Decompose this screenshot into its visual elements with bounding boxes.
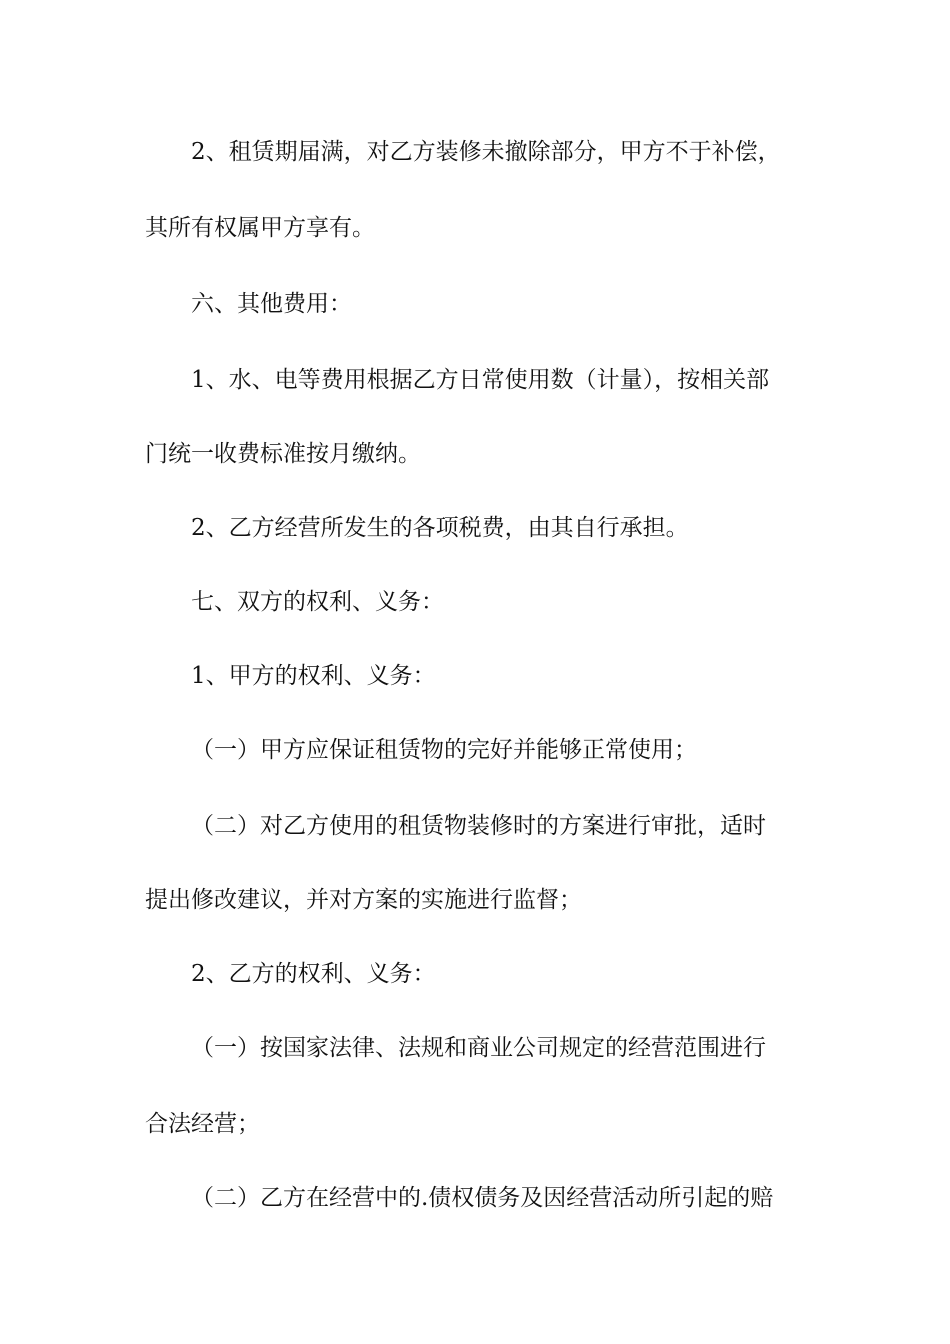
list-item: （一）甲方应保证租赁物的完好并能够正常使用； bbox=[191, 737, 697, 763]
subsection-heading: 2、乙方的权利、义务： bbox=[191, 961, 436, 987]
list-item: （一）按国家法律、法规和商业公司规定的经营范围进行 bbox=[191, 1035, 766, 1061]
paragraph-line: 2、乙方经营所发生的各项税费，由其自行承担。 bbox=[191, 515, 689, 541]
paragraph-line: 门统一收费标准按月缴纳。 bbox=[145, 441, 421, 467]
paragraph-line: 2、租赁期届满，对乙方装修未撤除部分，甲方不于补偿， bbox=[191, 139, 781, 165]
paragraph-line: 合法经营； bbox=[145, 1111, 260, 1137]
subsection-heading: 1、甲方的权利、义务： bbox=[191, 663, 436, 689]
paragraph-line: 1、水、电等费用根据乙方日常使用数（计量），按相关部 bbox=[191, 367, 770, 393]
section-heading: 七、双方的权利、义务： bbox=[191, 589, 444, 615]
section-heading: 六、其他费用： bbox=[191, 291, 352, 317]
list-item: （二）对乙方使用的租赁物装修时的方案进行审批，适时 bbox=[191, 813, 766, 839]
list-item: （二）乙方在经营中的.债权债务及因经营活动所引起的赔 bbox=[191, 1185, 774, 1211]
paragraph-line: 其所有权属甲方享有。 bbox=[145, 215, 375, 241]
paragraph-line: 提出修改建议，并对方案的实施进行监督； bbox=[145, 887, 582, 913]
